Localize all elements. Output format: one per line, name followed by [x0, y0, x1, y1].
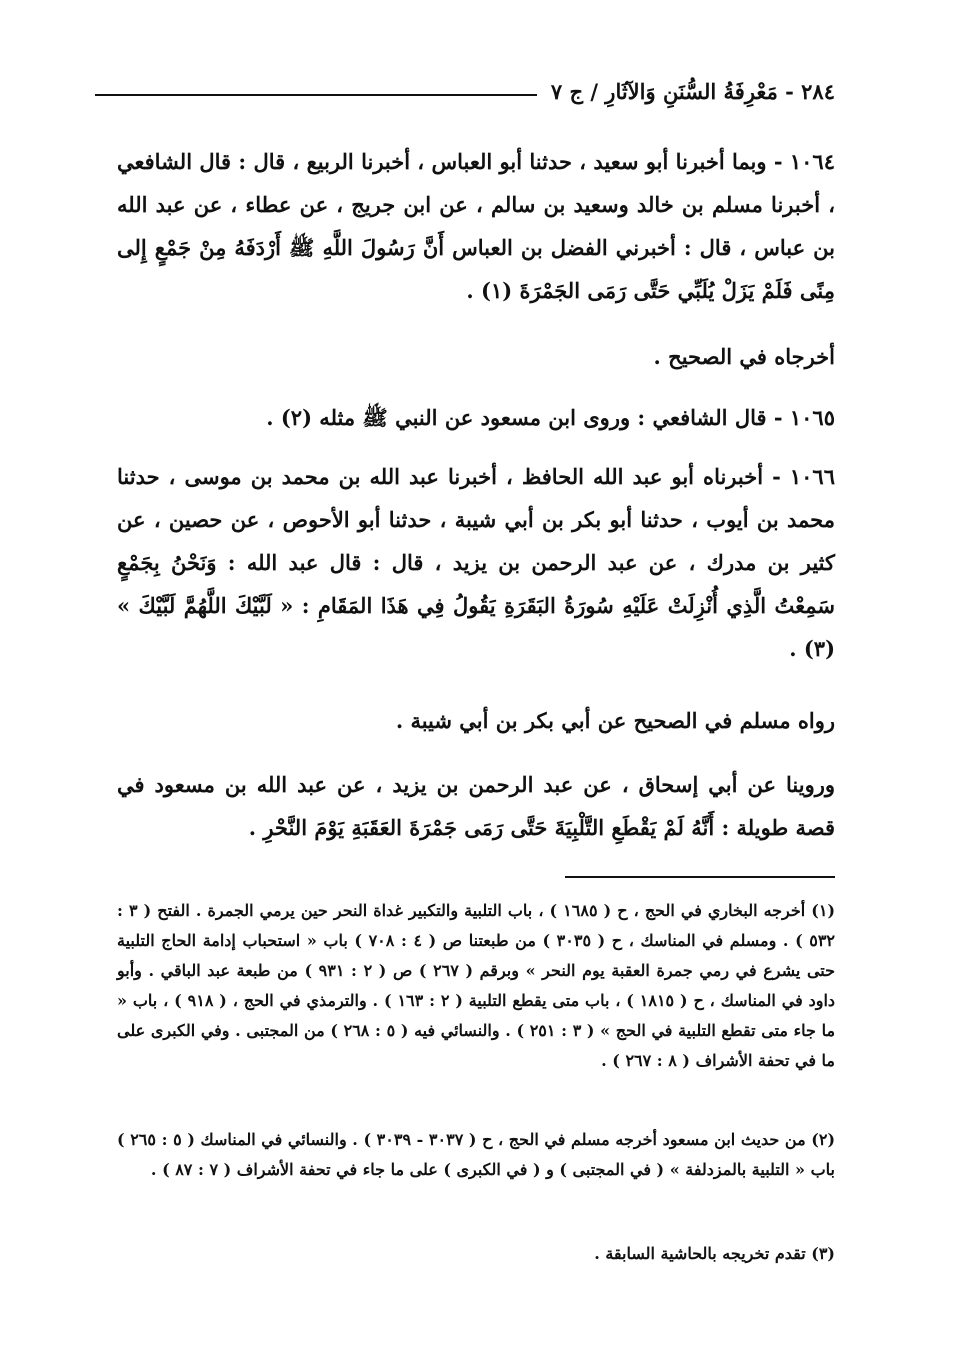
- footnote-3: (٣) تقدم تخريجه بالحاشية السابقة .: [594, 1244, 835, 1263]
- page-header: [95, 78, 835, 104]
- header-rule: [95, 94, 537, 96]
- running-header-title: ٢٨٤ - مَعْرِفَةُ السُّنَنِ وَالآثَارِ / ج ٧: [550, 78, 835, 104]
- footnote-2: (٢) من حديث ابن مسعود أخرجه مسلم في الحج ، ح ( ٣٠٣٧ - ٣٠٣٩ ) . والنسائي في المناسك ( ٥ : ٢٦٥ ) باب « التلبية بالمزدلفة » ( في المجتبى ) و ( في الكبرى ) على ما جاء في تحفة الأشراف ( ٧ : ٨٧ ) .: [117, 1130, 836, 1179]
- footnote-separator: [565, 876, 835, 878]
- footnote-1: (١) أخرجه البخاري في الحج ، ح ( ١٦٨٥ ) ، باب التلبية والتكبير غداة النحر حين يرمي الجمرة . الفتح ( ٣ : ٥٣٢ ) . ومسلم في المناسك ، ح ( ٣٠٣٥ ) من طبعتنا ص ( ٤ : ٧٠٨ ) باب « استحباب إدامة الحاج التلبية حتى يشرع في رمي جمرة العقبة يوم النحر » وبرقم ( ٢٦٧ ) ص ( ٢ : ٩٣١ ) من طبعة عبد الباقي . وأبو داود في المناسك ، ح ( ١٨١٥ ) ، باب متى يقطع التلبية ( ٢ : ١٦٣ ) . والترمذي في الحج ، ( ٩١٨ ) ، باب « ما جاء متى تقطع التلبية في الحج » ( ٣ : ٢٥١ ) . والنسائي فيه ( ٥ : ٢٦٨ ) من المجتبى . وفي الكبرى على ما في تحفة الأشراف ( ٨ : ٢٦٧ ) .: [117, 901, 836, 1070]
- hadith-1065: ١٠٦٥ - قال الشافعي : وروى ابن مسعود عن النبي ﷺ مثله (٢) .: [266, 405, 835, 430]
- takhrij-1064: أخرجاه في الصحيح .: [653, 344, 835, 369]
- takhrij-1066: رواه مسلم في الصحيح عن أبي بكر بن أبي شيبة .: [395, 708, 835, 733]
- hadith-1066: ١٠٦٦ - أخبرناه أبو عبد الله الحافظ ، أخبرنا عبد الله بن محمد بن موسى ، حدثنا محمد بن أيوب ، حدثنا أبو بكر بن أبي شيبة ، حدثنا أبو الأحوص ، عن حصين ، عن كثير بن مدرك ، عن عبد الرحمن بن يزيد ، قال : قال عبد الله : وَنَحْنُ بِجَمْعٍ سَمِعْتُ الَّذِي أُنْزِلَتْ عَلَيْهِ سُورَةُ البَقَرَةِ يَقُولُ فِي هَذَا المَقَامِ : « لَبَّيْكَ اللَّهُمَّ لَبَّيْكَ » (٣) .: [117, 464, 835, 661]
- hadith-1064: ١٠٦٤ - وبما أخبرنا أبو سعيد ، حدثنا أبو العباس ، أخبرنا الربيع ، قال : قال الشافعي ، أخبرنا مسلم بن خالد وسعيد بن سالم ، عن ابن جريج ، عن عطاء ، عن عبد الله بن عباس ، قال : أخبرني الفضل بن العباس أَنَّ رَسُولَ اللَّهِ ﷺ أَرْدَفَهُ مِنْ جَمْعٍ إِلى مِنًى فَلَمْ يَزَلْ يُلَبِّي حَتَّى رَمَى الجَمْرَةَ (١) .: [117, 149, 835, 303]
- riwaya-abu-ishaq: وروينا عن أبي إسحاق ، عن عبد الرحمن بن يزيد ، عن عبد الله بن مسعود في قصة طويلة : أَنَّهُ لَمْ يَقْطَعِ التَّلْبِيَةَ حَتَّى رَمَى جَمْرَةَ العَقَبَةِ يَوْمَ النَّحْرِ .: [117, 772, 835, 840]
